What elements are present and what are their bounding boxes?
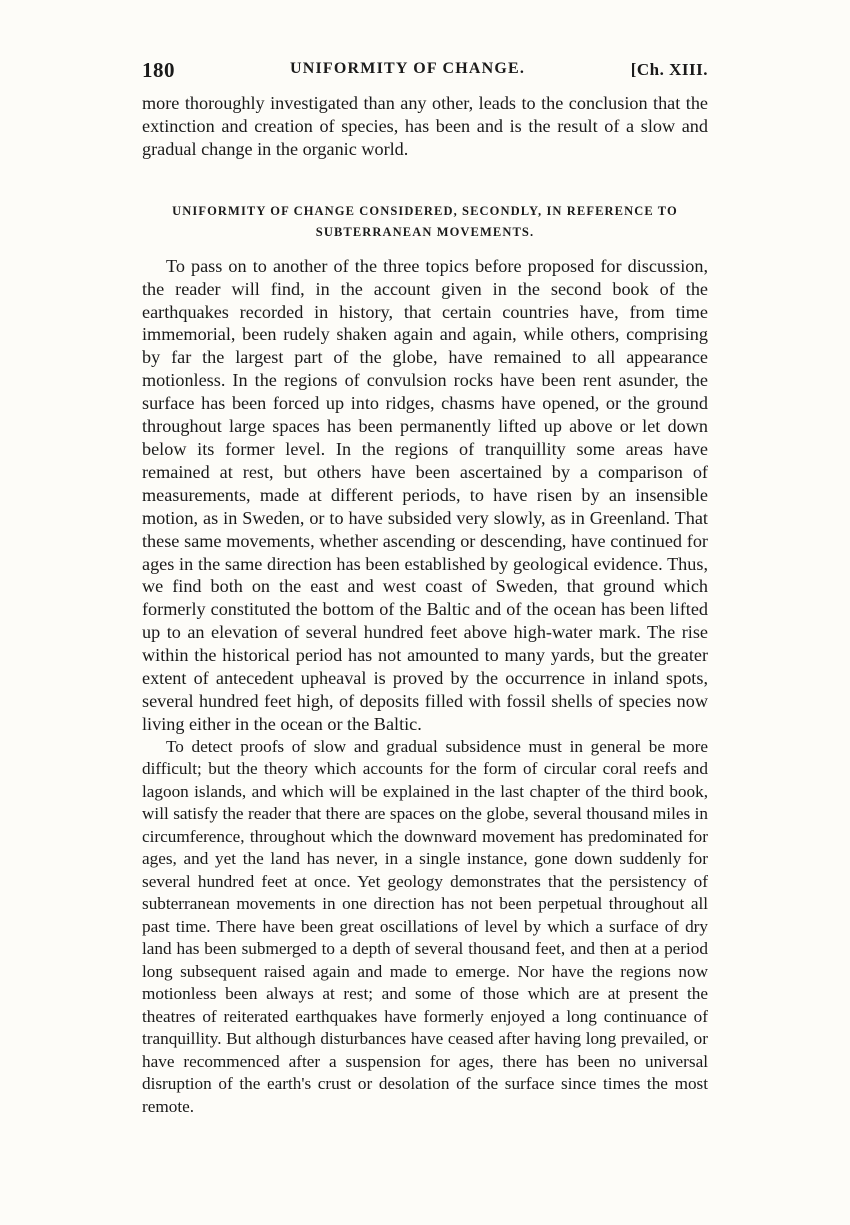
book-page (142, 52, 708, 1118)
chapter-reference: [Ch. XIII. (630, 60, 708, 79)
section-heading-line-1: UNIFORMITY OF CHANGE CONSIDERED, SECONDLY, IN REFERENCE TO (172, 203, 678, 218)
page-number: 180 (142, 58, 175, 82)
continuation-paragraph: more thoroughly investigated than any other, leads to the conclusion that the extinction and creation of species, has been and is the result of a slow and gradual change in the organic world. (142, 93, 708, 159)
running-title: UNIFORMITY OF CHANGE. (290, 60, 526, 77)
paragraph-1: To pass on to another of the three topics before proposed for discussion, the reader will find, in the account given in the second book of the earthquakes recorded in history, that certain countries have, from time immemorial, been rudely shaken again and again, while others, comprising by far the largest part of the globe, have remained to all appearance motionless. In the regions of convulsion rocks have been rent asunder, the surface has been forced up into ridges, chasms have opened, or the ground throughout large spaces has been permanently lifted up above or let down below its former level. In the regions of tranquillity some areas have remained at rest, but others have been ascertained by a comparison of measurements, made at different periods, to have risen by an insensible motion, as in Sweden, or to have subsided very slowly, as in Greenland. That these same movements, whether ascending or descending, have continued for ages in the same direction has been established by geological evidence. Thus, we find both on the east and west coast of Sweden, that ground which formerly constituted the bottom of the Baltic and of the ocean has been lifted up to an elevation of several hundred feet above high-water mark. The rise within the historical period has not amounted to many yards, but the greater extent of antecedent upheaval is proved by the occurrence in inland spots, several hundred feet high, of deposits filled with fossil shells of species now living either in the ocean or the Baltic. (142, 255, 708, 734)
paragraph-2: To detect proofs of slow and gradual subsidence must in general be more difficult; but the theory which accounts for the form of circular coral reefs and lagoon islands, and which will be explained in the last chapter of the third book, will satisfy the reader that there are spaces on the globe, several thousand miles in circumference, throughout which the downward movement has predominated for ages, and yet the land has never, in a single instance, gone down suddenly for several hundred feet at once. Yet geology demonstrates that the persistency of subterranean movements in one direction has not been perpetual throughout all past time. There have been great oscillations of level by which a surface of dry land has been submerged to a depth of several thousand feet, and then at a period long subsequent raised again and made to emerge. Nor have the regions now motionless been always at rest; and some of those which are at present the theatres of reiterated earthquakes have formerly enjoyed a long continuance of tranquillity. But although disturbances have ceased after having long prevailed, or have recommenced after a suspension for ages, there has been no universal disruption of the earth's crust or desolation of the surface since times the most remote. (142, 736, 708, 1116)
section-heading-line-2: SUBTERRANEAN MOVEMENTS. (315, 224, 535, 239)
section-heading (142, 201, 708, 243)
running-header (142, 52, 708, 86)
